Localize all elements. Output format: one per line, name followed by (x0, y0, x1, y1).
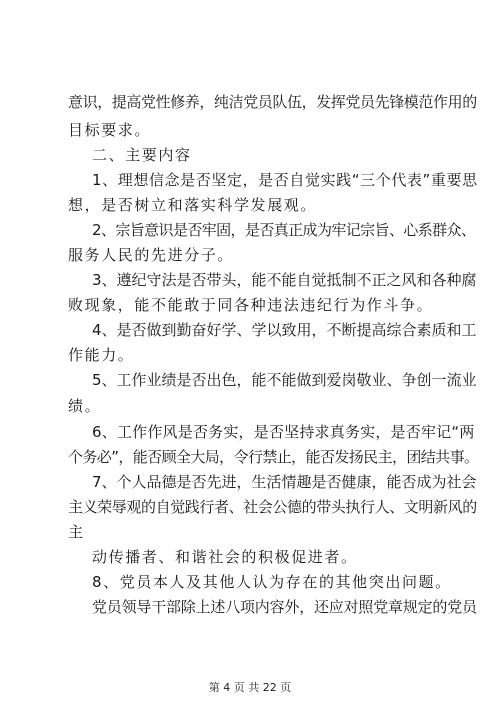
section-heading: 二、主要内容 (92, 146, 192, 164)
body-text-line: 想，是否树立和落实科学发展观。 (68, 196, 318, 214)
list-item-text: 1、理想信念是否坚定，是否自觉实践“三个代表”重要思 (92, 171, 478, 189)
body-text-line: 主 (68, 523, 85, 541)
list-item-text: 4、是否做到勤奋好学、学以致用，不断提高综合素质和工 (92, 321, 477, 339)
body-text-line: 目标要求。 (68, 121, 152, 139)
list-item-text: 7、个人品德是否先进，生活情趣是否健康，能否成为社会 (92, 473, 477, 491)
list-item-text: 6、工作作风是否务实，是否坚持求真务实，是否牢记“两 (92, 423, 475, 441)
body-text-line: 党员领导干部除上述八项内容外，还应对照党章规定的党员 (92, 598, 477, 616)
page-number-footer: 第 4 页 共 22 页 (208, 681, 292, 694)
body-text-line: 绩。 (68, 397, 102, 415)
body-text-line: 服务人民的先进分子。 (68, 246, 235, 264)
body-text-line: 动传播者、和谐社会的积极促进者。 (92, 548, 358, 566)
body-text-line: 作能力。 (68, 346, 135, 364)
body-text-line: 个务必”，能否顾全大局，令行禁止，能否发扬民主，团结共事。 (68, 448, 479, 466)
body-text-line: 败现象，能不能敢于同各种违法违纪行为作斗争。 (68, 296, 434, 314)
body-text-line: 主义荣辱观的自觉践行者、社会公德的带头执行人、文明新风的 (68, 498, 477, 516)
body-text-line: 意识，提高党性修养，纯洁党员队伍，发挥党员先锋模范作用的 (68, 93, 477, 111)
list-item-text: 2、宗旨意识是否牢固，是否真正成为牢记宗旨、心系群众、 (92, 221, 476, 239)
list-item-text: 5、工作业绩是否出色，能不能做到爱岗敬业、争创一流业 (92, 371, 477, 389)
list-item-text: 3、遵纪守法是否带头，能不能自觉抵制不正之风和各种腐 (92, 271, 477, 289)
list-item-text: 8、党员本人及其他人认为存在的其他突出问题。 (92, 573, 452, 591)
